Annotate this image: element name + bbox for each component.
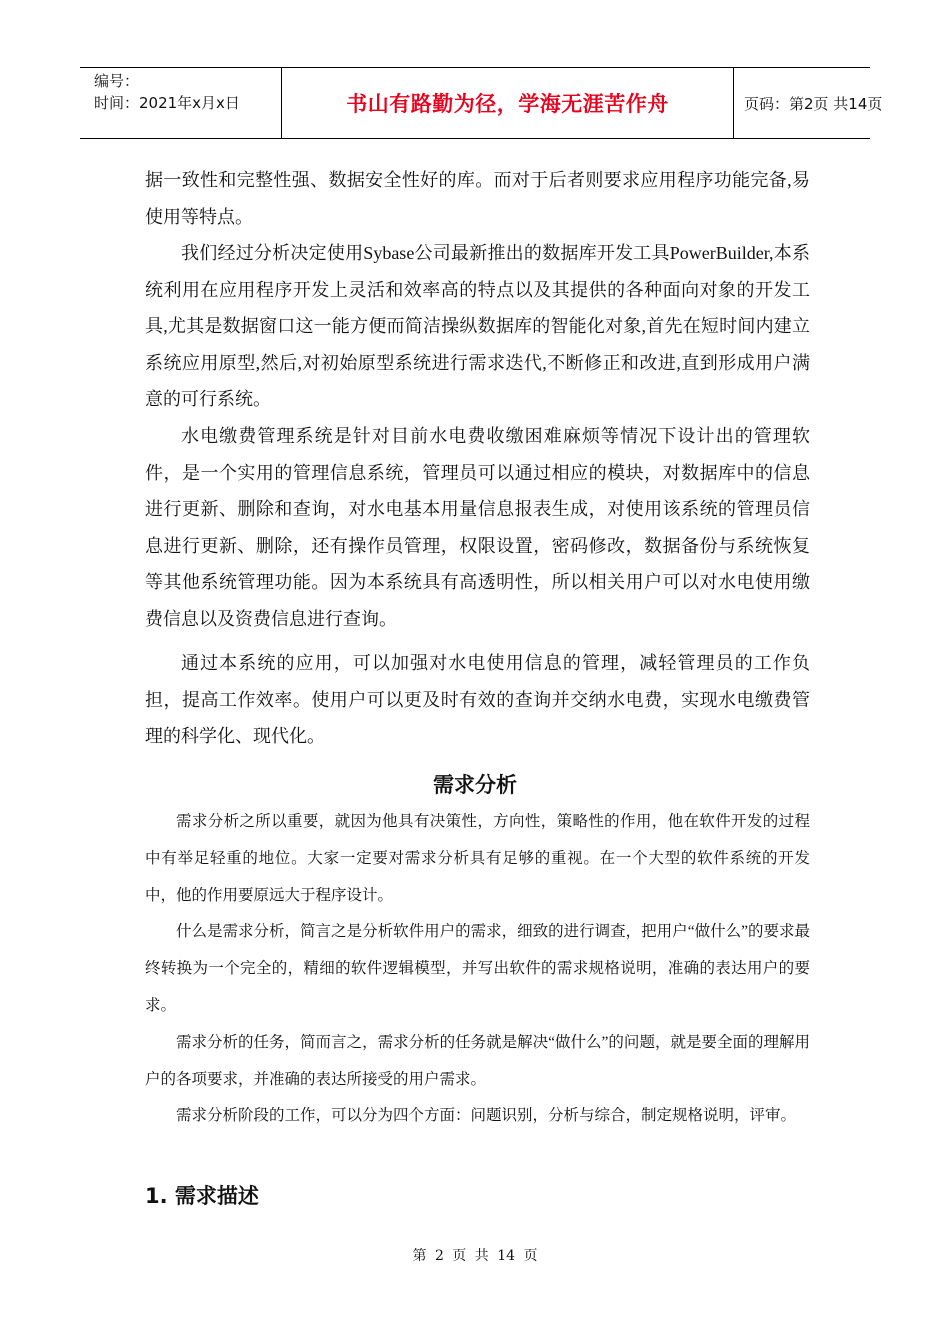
paragraph-definition xyxy=(145,913,810,1024)
section-title: 需求分析 xyxy=(433,773,517,797)
paragraph-importance xyxy=(145,803,810,914)
paragraph-text: 我们经过分析决定使用Sybase公司最新推出的数据库开发工具PowerBuilder,本系统利用在应用程序开发上灵活和效率高的特点以及其提供的各种面向对象的开发工具,尤其是数据窗口这一能方便而简洁操纵数据库的智能化对象,首先在短时间内建立系统应用原型,然后,对初始原型系统进行需求迭代,不断修正和改进,直到形成用户满意的可行系统。 xyxy=(145,243,810,409)
subsection-heading: 1. 需求描述 xyxy=(145,1184,259,1208)
document-date: 时间：2021年x月x日 xyxy=(94,94,240,112)
paragraph-text: 通过本系统的应用，可以加强对水电使用信息的管理，减轻管理员的工作负担，提高工作效率。使用户可以更及时有效的查询并交纳水电费，实现水电缴费管理的科学化、现代化。 xyxy=(145,653,810,746)
document-number-label: 编号： xyxy=(94,72,140,90)
paragraph-text: 需求分析的任务，简而言之，需求分析的任务就是解决“做什么”的问题，就是要全面的理解用户的各项要求，并准确的表达所接受的用户需求。 xyxy=(145,1034,810,1088)
paragraph-text: 据一致性和完整性强、数据安全性好的库。而对于后者则要求应用程序功能完备,易使用等特点。 xyxy=(145,170,810,227)
paragraph-stages xyxy=(145,1097,810,1134)
paragraph-text: 需求分析阶段的工作，可以分为四个方面：问题识别，分析与综合，制定规格说明，评审。 xyxy=(176,1107,797,1124)
page-footer: 第 2 页 共 14 页 xyxy=(412,1248,538,1264)
paragraph-task xyxy=(145,1024,810,1098)
header-motto: 书山有路勤为径，学海无涯苦作舟 xyxy=(281,68,734,138)
paragraph-continuation xyxy=(145,162,810,235)
paragraph-system-benefit xyxy=(145,645,810,755)
page-header xyxy=(80,67,883,139)
header-meta xyxy=(80,68,281,138)
header-page-info: 页码：第2页 共14页 xyxy=(744,94,883,113)
paragraph-text: 什么是需求分析，简言之是分析软件用户的需求，细致的进行调查，把用户“做什么”的要求最终转换为一个完全的，精细的软件逻辑模型，并写出软件的需求规格说明，准确的表达用户的要求。 xyxy=(145,923,810,1014)
paragraph-text: 水电缴费管理系统是针对目前水电费收缴困难麻烦等情况下设计出的管理软件，是一个实用的管理信息系统，管理员可以通过相应的模块，对数据库中的信息进行更新、删除和查询，对水电基本用量信息报表生成，对使用该系统的管理员信息进行更新、删除，还有操作员管理，权限设置，密码修改，数据备份与系统恢复等其他系统管理功能。因为本系统具有高透明性，所以相关用户可以对水电使用缴费信息以及资费信息进行查询。 xyxy=(145,426,810,629)
paragraph-text: 需求分析之所以重要，就因为他具有决策性，方向性，策略性的作用，他在软件开发的过程中有举足轻重的地位。大家一定要对需求分析具有足够的重视。在一个大型的软件系统的开发中，他的作用要原远大于程序设计。 xyxy=(145,813,810,904)
paragraph-powerbuilder xyxy=(145,235,810,418)
paragraph-system-intro xyxy=(145,418,810,637)
